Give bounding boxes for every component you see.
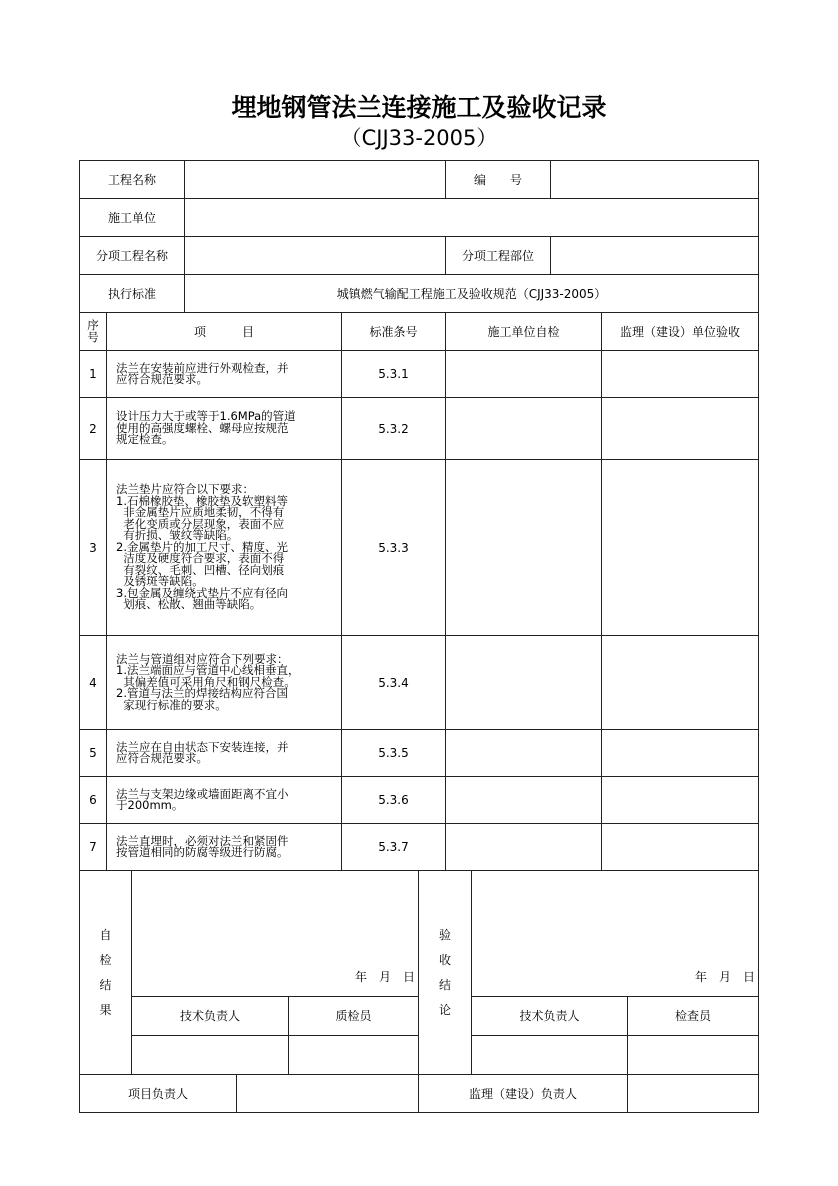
acc-tech-lead-field[interactable]: [471, 1035, 628, 1075]
col-clause: [341, 312, 446, 351]
contractor-label: [79, 198, 185, 237]
item-text-text: 法兰与支架边缘或墙面距离不宜小 于200mm。: [116, 786, 289, 812]
col-supervision: [601, 312, 759, 351]
standard-label-text: 执行标准: [107, 286, 156, 301]
acceptance-date-text: 年 月 日: [694, 970, 755, 984]
item-text-text: 法兰应在自由状态下安装连接，并 应符合规范要求。: [116, 739, 289, 765]
item-text: [106, 729, 342, 777]
item-seq: [79, 776, 107, 824]
col-item: [106, 312, 342, 351]
quality-inspector-field[interactable]: [288, 1035, 419, 1075]
item-seq: [79, 459, 107, 636]
item-seq-text: 5: [89, 746, 97, 760]
item-self-check-field[interactable]: [445, 823, 602, 871]
item-self-check-field[interactable]: [445, 397, 602, 460]
item-text-text: 法兰在安装前应进行外观检查，并 应符合规范要求。: [116, 360, 289, 386]
item-seq-text: 7: [89, 840, 97, 854]
form-title: 埋地钢管法兰连接施工及验收记录: [231, 93, 607, 122]
supervisor-manager-field[interactable]: [627, 1074, 759, 1113]
subproject-part-label: [445, 236, 551, 275]
acceptance-date: [471, 870, 759, 997]
item-clause-text: 5.3.3: [378, 540, 409, 555]
item-seq-text: 1: [89, 367, 97, 381]
self-tech-lead-field[interactable]: [131, 1035, 289, 1075]
number-label: [445, 160, 551, 199]
col-item-text: 项 目: [193, 324, 254, 339]
contractor-field[interactable]: [184, 198, 759, 237]
item-seq-text: 2: [89, 421, 97, 436]
project-name-field[interactable]: [184, 160, 446, 199]
col-self-check: [445, 312, 602, 351]
item-clause: [341, 459, 446, 636]
item-clause: [341, 397, 446, 460]
item-supervision-field[interactable]: [601, 350, 759, 398]
item-text-text: 法兰垫片应符合以下要求： 1.石棉橡胶垫、橡胶垫及软塑料等 非金属垫片应质地柔韧，不得有 老化变质或分层现象，表面不应 有折损、皱纹等缺陷。 2.金属垫片的加工尺寸、精度、光 洁度及硬度符合要求，表面不得 有裂纹、毛刺、凹槽、径向划痕 及锈斑等缺陷。 3.包金属及缠绕式垫片不应有径向 划痕、松散、翘曲等缺陷。: [116, 482, 288, 612]
col-clause-text: 标准条号: [369, 324, 418, 339]
acc-tech-lead-label: [471, 996, 628, 1036]
item-self-check-field[interactable]: [445, 635, 602, 730]
col-seq: [79, 312, 107, 351]
subproject-name-label: [79, 236, 185, 275]
item-seq: [79, 635, 107, 730]
number-label-text: 编 号: [473, 172, 522, 187]
item-supervision-field[interactable]: [601, 823, 759, 871]
inspector-field[interactable]: [627, 1035, 759, 1075]
self-check-result-label: [79, 870, 132, 1075]
col-seq-text: 序 号: [87, 318, 99, 344]
supervisor-manager-label: [418, 1074, 628, 1113]
item-supervision-field[interactable]: [601, 635, 759, 730]
item-self-check-field[interactable]: [445, 459, 602, 636]
number-field[interactable]: [550, 160, 759, 199]
item-text: [106, 776, 342, 824]
item-text: [106, 350, 342, 398]
item-clause-text: 5.3.4: [378, 675, 409, 690]
item-supervision-field[interactable]: [601, 397, 759, 460]
subproject-name-field[interactable]: [184, 236, 446, 275]
item-clause-text: 5.3.1: [378, 367, 409, 381]
inspector-label: [627, 996, 759, 1036]
subproject-part-field[interactable]: [550, 236, 759, 275]
item-seq-text: 3: [89, 540, 97, 555]
item-text-text: 法兰与管道组对应符合下列要求： 1.法兰端面应与管道中心线相垂直， 其偏差值可采用角尺和钢尺检查。 2.管道与法兰的焊接结构应符合国 家现行标准的要求。: [116, 651, 300, 712]
item-clause: [341, 635, 446, 730]
acceptance-conclusion-label: [418, 870, 472, 1075]
item-self-check-field[interactable]: [445, 729, 602, 777]
project-name-label-text: 工程名称: [107, 172, 156, 187]
item-seq-text: 6: [89, 793, 97, 807]
item-supervision-field[interactable]: [601, 459, 759, 636]
item-text-text: 设计压力大于或等于1.6MPa的管道 使用的高强度螺栓、螺母应按规范 规定检查。: [116, 409, 296, 447]
col-supervision-text: 监理（建设）单位验收: [619, 324, 740, 339]
item-text: [106, 459, 342, 636]
item-text-text: 法兰直埋时，必须对法兰和紧固件 按管道相同的防腐等级进行防腐。: [116, 833, 289, 859]
self-check-date-text: 年 月 日: [354, 970, 415, 984]
item-text: [106, 823, 342, 871]
quality-inspector-label-text: 质检员: [335, 1009, 372, 1023]
item-clause-text: 5.3.5: [378, 746, 409, 760]
quality-inspector-label: [288, 996, 419, 1036]
item-seq: [79, 350, 107, 398]
contractor-label-text: 施工单位: [107, 210, 156, 225]
item-text: [106, 635, 342, 730]
project-name-label: [79, 160, 185, 199]
item-clause: [341, 350, 446, 398]
acceptance-conclusion-label-text: 验 收 结 论: [438, 927, 451, 1017]
item-self-check-field[interactable]: [445, 350, 602, 398]
standard-label: [79, 274, 185, 313]
item-self-check-field[interactable]: [445, 776, 602, 824]
project-manager-label: [79, 1074, 237, 1113]
project-manager-label-text: 项目负责人: [127, 1086, 188, 1101]
item-supervision-field[interactable]: [601, 729, 759, 777]
self-tech-lead-label: [131, 996, 289, 1036]
self-check-result-label-text: 自 检 结 果: [99, 927, 112, 1017]
item-seq-text: 4: [89, 675, 97, 690]
item-clause: [341, 823, 446, 871]
item-clause: [341, 729, 446, 777]
item-seq: [79, 397, 107, 460]
standard-value: [184, 274, 759, 313]
form-subtitle: （CJJ33-2005）: [340, 126, 498, 150]
item-supervision-field[interactable]: [601, 776, 759, 824]
item-clause-text: 5.3.2: [378, 421, 409, 436]
subproject-part-label-text: 分项工程部位: [461, 248, 534, 263]
item-seq: [79, 823, 107, 871]
item-text: [106, 397, 342, 460]
self-tech-lead-label-text: 技术负责人: [179, 1009, 240, 1023]
item-clause-text: 5.3.7: [378, 840, 409, 854]
supervisor-manager-label-text: 监理（建设）负责人: [468, 1086, 577, 1101]
project-manager-field[interactable]: [236, 1074, 419, 1113]
item-clause-text: 5.3.6: [378, 793, 409, 807]
acc-tech-lead-label-text: 技术负责人: [519, 1009, 580, 1023]
col-self-check-text: 施工单位自检: [487, 324, 560, 339]
inspector-label-text: 检查员: [674, 1009, 711, 1023]
standard-value-text: 城镇燃气输配工程施工及验收规范（CJJ33-2005）: [336, 286, 607, 301]
subproject-name-label-text: 分项工程名称: [95, 248, 168, 263]
self-check-date: [131, 870, 419, 997]
item-seq: [79, 729, 107, 777]
item-clause: [341, 776, 446, 824]
